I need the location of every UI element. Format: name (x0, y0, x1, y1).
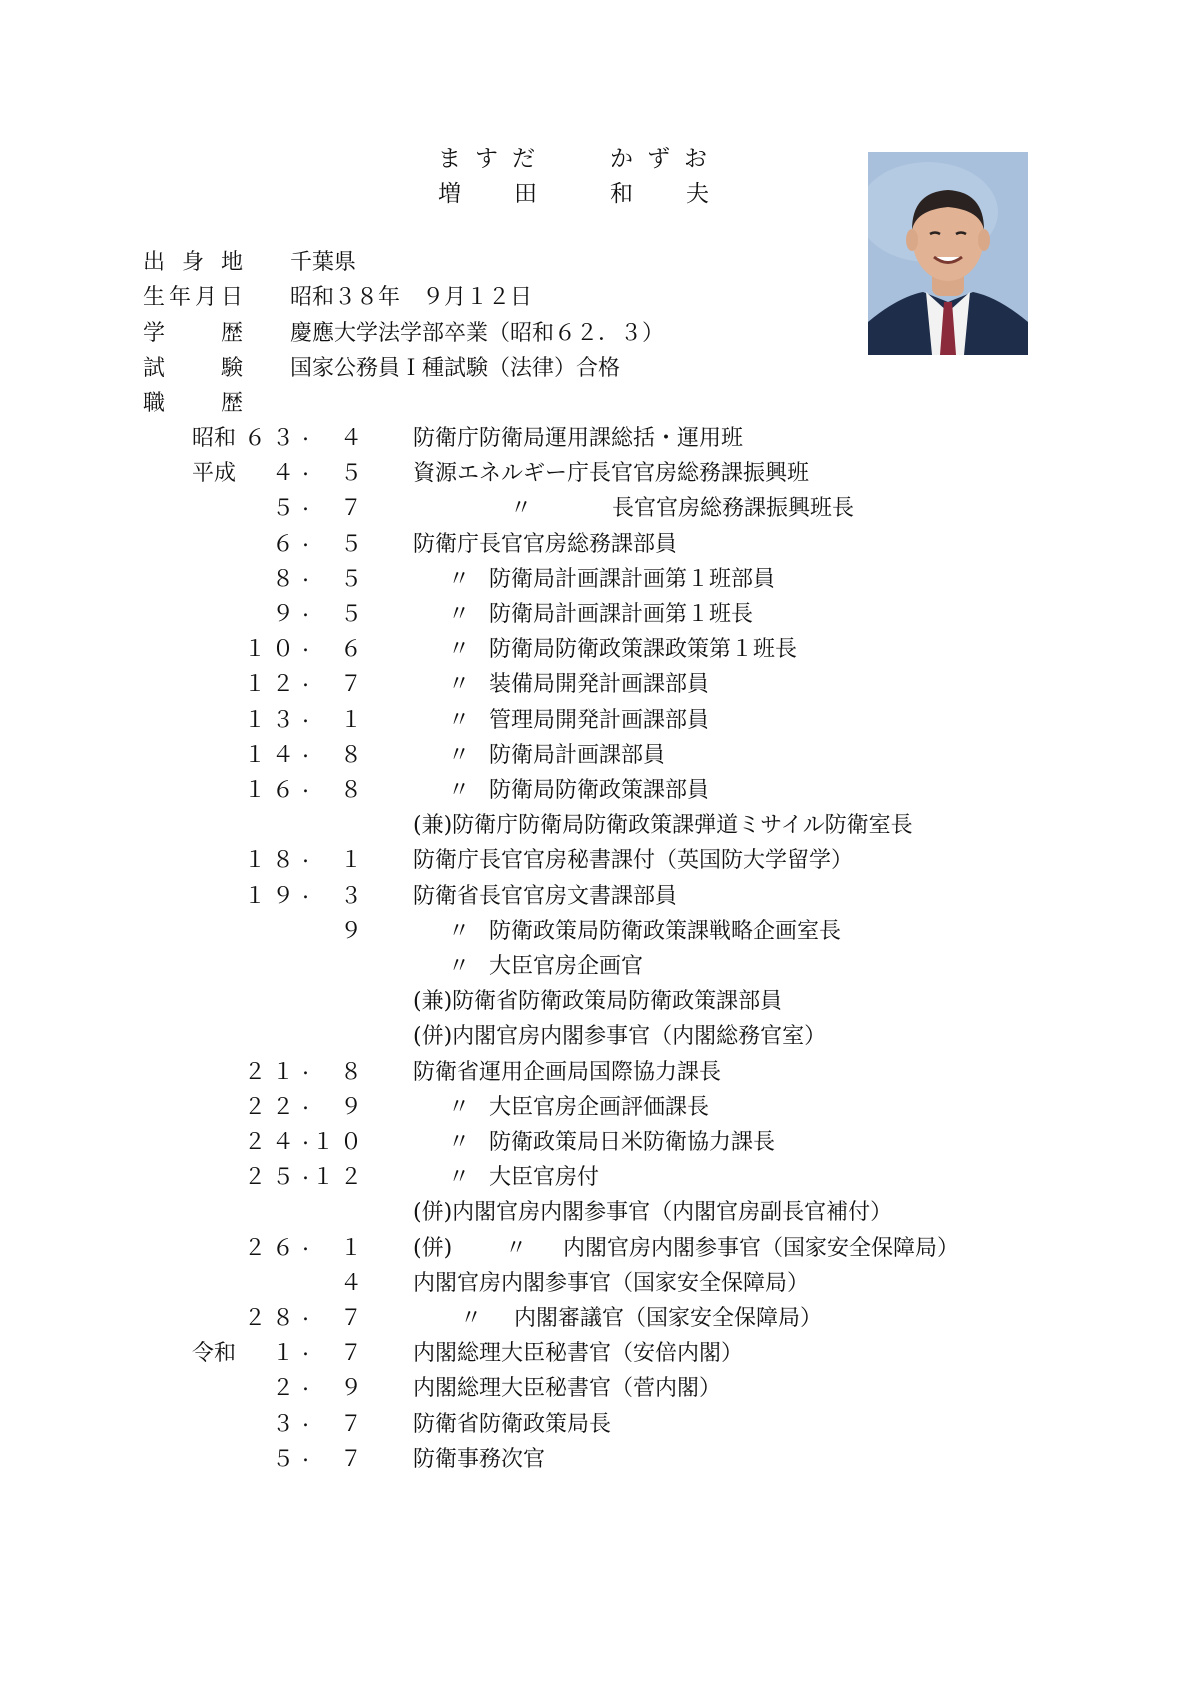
name-kanji-family-1: 増 (438, 181, 463, 207)
career-year: ２１ (243, 1059, 300, 1085)
career-year: １０ (243, 637, 300, 663)
career-description: 大臣官房企画官 (489, 954, 644, 979)
career-year: ２８ (243, 1306, 300, 1331)
label-char: 生 (143, 285, 166, 310)
label-char: 試 (143, 356, 166, 381)
career-month: ８ (339, 778, 368, 803)
career-year: １３ (243, 707, 300, 733)
career-row (0, 1371, 1190, 1405)
career-year: ２ (271, 1376, 300, 1402)
name-kana-family: ますだ (438, 146, 549, 172)
label-char: 験 (220, 356, 243, 381)
career-year: １９ (243, 883, 300, 909)
career-month: １２ (311, 1165, 368, 1191)
career-description: 資源エネルギー庁長官官房総務課振興班 (413, 461, 810, 487)
career-year: ２２ (243, 1094, 300, 1120)
career-row (0, 879, 1190, 913)
label-char: 年 (168, 285, 191, 310)
career-month: ５ (339, 461, 368, 487)
career-year: ５ (271, 1446, 300, 1472)
career-description: 防衛局計画課計画第１班長 (489, 602, 754, 627)
career-description: (兼)防衛省防衛政策局防衛政策課部員 (413, 989, 783, 1015)
career-row (0, 632, 1190, 666)
career-row (0, 1407, 1190, 1441)
career-description: 大臣官房企画評価課長 (489, 1094, 710, 1120)
career-month: ９ (339, 918, 368, 944)
info-value: 国家公務員Ｉ種試験（法律）合格 (290, 356, 621, 381)
career-month: ７ (339, 1446, 368, 1472)
career-description: (兼)防衛庁防衛局防衛政策課弾道ミサイル防衛室長 (413, 813, 913, 839)
year-separator: . (302, 1230, 309, 1256)
ditto-mark: 〃 (448, 637, 471, 663)
career-row (0, 1160, 1190, 1194)
career-month: １ (339, 848, 368, 874)
career-description: 防衛庁長官官房秘書課付（英国防大学留学） (413, 848, 854, 874)
career-row (0, 667, 1190, 701)
career-description: 管理局開発計画課部員 (489, 707, 710, 733)
year-separator: . (302, 561, 309, 587)
career-description: 防衛局計画課計画第１班部員 (489, 566, 776, 592)
year-separator: . (302, 1125, 309, 1150)
career-description: 防衛省長官官房文書課部員 (413, 883, 678, 909)
year-separator: . (302, 667, 309, 693)
year-separator: . (302, 1054, 309, 1080)
info-label (143, 280, 243, 311)
career-description: 防衛政策局防衛政策課戦略企画室長 (489, 918, 842, 944)
career-row (0, 1336, 1190, 1370)
name-kanji-given-2: 夫 (686, 181, 711, 207)
career-description: 防衛省防衛政策局長 (413, 1411, 612, 1437)
career-description: 防衛局計画課部員 (489, 742, 666, 768)
career-prefix: (併) (413, 1235, 453, 1261)
name-kana-given: かずお (610, 146, 721, 172)
info-label (143, 351, 243, 382)
career-year: １４ (243, 742, 300, 768)
year-separator: . (302, 1441, 309, 1467)
year-separator: . (302, 421, 309, 446)
career-row (0, 1301, 1190, 1335)
career-year: ４ (271, 461, 300, 487)
career-month: ７ (339, 672, 368, 698)
label-char: 出 (143, 250, 166, 275)
career-description: 装備局開発計画課部員 (489, 672, 710, 698)
career-year: ６３ (243, 426, 300, 451)
career-description: 内閣総理大臣秘書官（菅内閣） (413, 1376, 722, 1402)
info-label (143, 316, 243, 347)
ditto-mark: 〃 (505, 1235, 528, 1261)
career-row (0, 738, 1190, 772)
label-char: 歴 (220, 391, 243, 416)
career-year: ３ (271, 1411, 300, 1437)
year-separator: . (302, 632, 309, 658)
ditto-mark: 〃 (448, 742, 471, 768)
career-month: ７ (339, 1306, 368, 1331)
ditto-mark: 〃 (448, 707, 471, 733)
career-description: (併)内閣官房内閣参事官（内閣総務官室） (413, 1024, 827, 1050)
career-description: 内閣審議官（国家安全保障局） (514, 1306, 823, 1331)
ditto-mark: 〃 (448, 954, 471, 979)
label-char: 学 (143, 321, 166, 346)
career-era: 昭和 (192, 426, 237, 451)
career-year: ８ (271, 566, 300, 592)
career-year: ２５ (243, 1165, 300, 1191)
career-row (0, 703, 1190, 737)
career-row (0, 562, 1190, 596)
info-value: 慶應大学法学部卒業（昭和６２．３） (290, 321, 665, 346)
year-separator: . (302, 1160, 309, 1186)
label-char: 地 (220, 250, 243, 275)
career-description: 内閣官房内閣参事官（国家安全保障局） (413, 1270, 810, 1296)
career-year: ２６ (243, 1235, 300, 1261)
career-description: 防衛局防衛政策課部員 (489, 778, 710, 803)
career-row (0, 808, 1190, 842)
career-row (0, 1231, 1190, 1265)
year-separator: . (302, 526, 309, 552)
career-description: 防衛省運用企画局国際協力課長 (413, 1059, 722, 1085)
career-month: １ (339, 707, 368, 733)
career-era: 令和 (192, 1341, 237, 1367)
ditto-mark: 〃 (448, 1094, 471, 1120)
ditto-mark: 〃 (460, 1306, 483, 1331)
career-year: ２４ (243, 1130, 300, 1155)
name-kanji-given-1: 和 (610, 181, 635, 207)
career-month: ７ (339, 1411, 368, 1437)
career-month: ４ (339, 1270, 368, 1296)
label-char: 歴 (220, 321, 243, 346)
career-year: ５ (271, 496, 300, 522)
year-separator: . (302, 1406, 309, 1432)
career-year: １８ (243, 848, 300, 874)
career-row (0, 1019, 1190, 1053)
career-month: ７ (339, 496, 368, 522)
career-description: 防衛庁防衛局運用課総括・運用班 (413, 426, 744, 451)
career-row (0, 597, 1190, 631)
year-separator: . (302, 702, 309, 728)
career-description: (併)内閣官房内閣参事官（内閣官房副長官補付） (413, 1200, 893, 1226)
career-description: 大臣官房付 (489, 1165, 600, 1191)
label-char: 身 (181, 250, 204, 275)
career-month: ８ (339, 742, 368, 768)
year-separator: . (302, 1371, 309, 1397)
ditto-mark: 〃 (448, 602, 471, 627)
career-year: ６ (271, 531, 300, 557)
year-separator: . (302, 878, 309, 904)
career-month: ８ (339, 1059, 368, 1085)
career-row (0, 773, 1190, 807)
career-month: ９ (339, 1376, 368, 1402)
career-row (0, 984, 1190, 1018)
ditto-mark: 〃 (448, 1165, 471, 1191)
career-month: ９ (339, 1094, 368, 1120)
year-separator: . (302, 1089, 309, 1115)
career-description: 防衛政策局日米防衛協力課長 (489, 1130, 776, 1155)
career-row (0, 914, 1190, 948)
career-row (0, 1055, 1190, 1089)
career-row (0, 1125, 1190, 1159)
year-separator: . (302, 773, 309, 798)
career-month: ５ (339, 566, 368, 592)
ditto-mark: 〃 (448, 672, 471, 698)
career-row (0, 949, 1190, 983)
career-year: ９ (271, 602, 300, 627)
info-value: 昭和３８年 ９月１２日 (290, 285, 533, 310)
career-month: ５ (339, 602, 368, 627)
ditto-mark: 〃 (448, 566, 471, 592)
label-char: 職 (143, 391, 166, 416)
career-row (0, 421, 1190, 455)
career-month: ５ (339, 531, 368, 557)
ditto-mark: 〃 (448, 778, 471, 803)
career-month: ７ (339, 1341, 368, 1367)
career-era: 平成 (192, 461, 237, 487)
career-description: 防衛局防衛政策課政策第１班長 (489, 637, 798, 663)
career-description: 防衛事務次官 (413, 1446, 546, 1472)
career-description: 内閣官房内閣参事官（国家安全保障局） (563, 1235, 960, 1261)
name-kanji-family-2: 田 (514, 181, 539, 207)
career-year: １６ (243, 778, 300, 803)
career-row (0, 527, 1190, 561)
career-month: １０ (311, 1130, 368, 1155)
career-row (0, 1195, 1190, 1229)
year-separator: . (302, 456, 309, 482)
info-value: 千葉県 (290, 250, 357, 275)
portrait-photo (868, 152, 1028, 355)
label-char: 日 (220, 285, 243, 310)
career-year: １２ (243, 672, 300, 698)
year-separator: . (302, 1336, 309, 1362)
career-description: 内閣総理大臣秘書官（安倍内閣） (413, 1341, 744, 1367)
career-month: ４ (339, 426, 368, 451)
career-row (0, 1266, 1190, 1300)
career-description: 防衛庁長官官房総務課部員 (413, 531, 678, 557)
career-row (0, 1090, 1190, 1124)
label-char: 月 (194, 285, 217, 310)
career-month: ３ (339, 883, 368, 909)
ditto-mark: 〃 (448, 1130, 471, 1155)
career-row (0, 491, 1190, 525)
ditto-mark: 〃 (510, 496, 533, 522)
info-label (143, 386, 243, 417)
year-separator: . (302, 597, 309, 622)
career-description: 長官官房総務課振興班長 (612, 496, 855, 522)
career-month: ６ (339, 637, 368, 663)
info-label (143, 245, 243, 276)
career-year: １ (271, 1341, 300, 1367)
career-row (0, 843, 1190, 877)
year-separator: . (302, 843, 309, 869)
career-month: １ (339, 1235, 368, 1261)
year-separator: . (302, 737, 309, 763)
career-row (0, 1442, 1190, 1476)
year-separator: . (302, 491, 309, 517)
career-row (0, 456, 1190, 490)
year-separator: . (302, 1301, 309, 1326)
ditto-mark: 〃 (448, 918, 471, 944)
